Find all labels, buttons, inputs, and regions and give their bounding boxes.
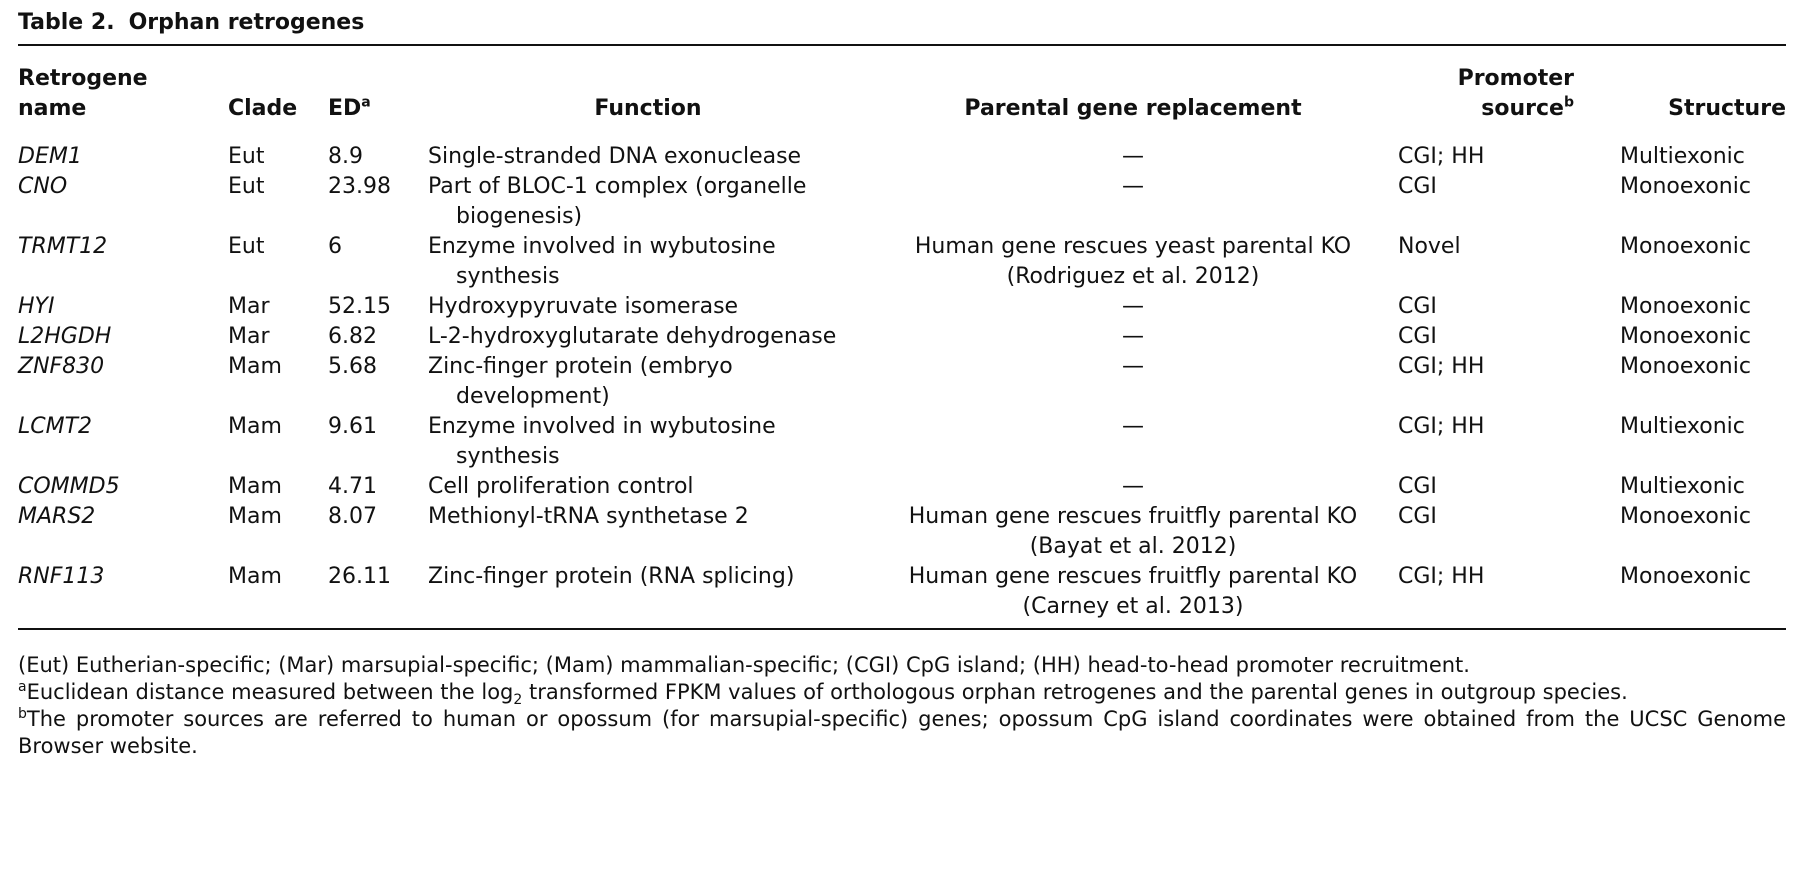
cell-clade: Mar xyxy=(228,324,270,349)
cell-clade: Mam xyxy=(228,414,282,439)
table-label: Table 2. xyxy=(18,10,115,35)
cell-promoter-source: CGI xyxy=(1398,294,1437,319)
orphan-retrogenes-table xyxy=(18,46,1794,628)
cell-parental-gene-replacement: — xyxy=(1122,324,1144,349)
cell-promoter-source: CGI xyxy=(1398,474,1437,499)
cell-function: Hydroxypyruvate isomerase xyxy=(428,294,739,319)
cell-structure: Multiexonic xyxy=(1620,144,1745,169)
cell-structure: Monoexonic xyxy=(1620,504,1751,529)
cell-ed: 52.15 xyxy=(328,294,391,319)
cell-promoter-source: CGI; HH xyxy=(1398,144,1485,169)
cell-parental-gene-replacement: — xyxy=(1122,474,1144,499)
cell-retrogene-name: DEM1 xyxy=(18,144,82,169)
footnote-b-marker: b xyxy=(18,706,27,722)
table-footnotes xyxy=(18,652,1786,760)
cell-parental-gene-replacement: Human gene rescues yeast parental KO (Rodriguez et al. 2012) xyxy=(914,234,1352,289)
cell-retrogene-name: MARS2 xyxy=(18,504,96,529)
cell-structure: Monoexonic xyxy=(1620,564,1751,589)
cell-retrogene-name: RNF113 xyxy=(18,564,105,589)
header-promoter-source: Promoter source$^b$ xyxy=(1457,66,1574,121)
promoter-footnote-marker: b xyxy=(1563,94,1574,111)
cell-promoter-source: Novel xyxy=(1398,234,1461,259)
cell-function: L-2-hydroxyglutarate dehydrogenase xyxy=(428,324,837,349)
table-title: Orphan retrogenes xyxy=(128,10,365,35)
cell-promoter-source: CGI; HH xyxy=(1398,564,1485,589)
table-row xyxy=(18,472,1794,502)
cell-parental-gene-replacement: Human gene rescues fruitfly parental KO (Bayat et al. 2012) xyxy=(908,504,1358,559)
cell-retrogene-name: HYI xyxy=(18,294,55,319)
cell-promoter-source: CGI xyxy=(1398,174,1437,199)
cell-clade: Mam xyxy=(228,564,282,589)
footnote-b: $^b$The promoter sources are referred to human or opossum (for marsupial-specific) genes; opossum CpG island coordinates were obtained from the UCSC Genome Browser website. xyxy=(18,706,1786,758)
cell-function: Zinc-finger protein (RNA splicing) xyxy=(428,564,795,589)
table-caption xyxy=(18,6,1800,44)
cell-parental-gene-replacement: Human gene rescues fruitfly parental KO (Carney et al. 2013) xyxy=(908,564,1358,619)
cell-retrogene-name: COMMD5 xyxy=(18,474,120,499)
cell-structure: Monoexonic xyxy=(1620,294,1751,319)
bottom-rule xyxy=(18,628,1786,630)
cell-function: Part of BLOC-1 complex (organelle biogenesis) xyxy=(428,174,807,229)
header-ed: $ED^a$ xyxy=(328,94,371,121)
ed-footnote-marker: a xyxy=(361,94,371,111)
cell-parental-gene-replacement: — xyxy=(1122,294,1144,319)
cell-ed: 26.11 xyxy=(328,564,391,589)
cell-ed: 6 xyxy=(328,234,342,259)
cell-structure: Monoexonic xyxy=(1620,324,1751,349)
table-row xyxy=(18,412,1794,472)
cell-clade: Mam xyxy=(228,504,282,529)
cell-structure: Monoexonic xyxy=(1620,234,1751,259)
table-row xyxy=(18,562,1794,628)
cell-ed: 23.98 xyxy=(328,174,391,199)
table-row xyxy=(18,322,1794,352)
header-clade: Clade xyxy=(228,96,298,121)
footnote-abbreviations: (Eut) Eutherian-specific; (Mar) marsupial-specific; (Mam) mammalian-specific; (CGI) CpG island; (HH) head-to-head promoter recruitment. xyxy=(18,653,1470,677)
cell-parental-gene-replacement: — xyxy=(1122,354,1144,379)
cell-clade: Eut xyxy=(228,144,265,169)
cell-clade: Eut xyxy=(228,174,265,199)
cell-clade: Mam xyxy=(228,354,282,379)
cell-structure: Multiexonic xyxy=(1620,474,1745,499)
cell-promoter-source: CGI xyxy=(1398,504,1437,529)
cell-ed: 4.71 xyxy=(328,474,377,499)
cell-clade: Eut xyxy=(228,234,265,259)
cell-retrogene-name: L2HGDH xyxy=(18,324,112,349)
table-row xyxy=(18,134,1794,172)
cell-structure: Monoexonic xyxy=(1620,354,1751,379)
cell-retrogene-name: TRMT12 xyxy=(18,234,108,259)
cell-parental-gene-replacement: — xyxy=(1122,414,1144,439)
cell-parental-gene-replacement: — xyxy=(1122,174,1144,199)
cell-structure: Monoexonic xyxy=(1620,174,1751,199)
header-row xyxy=(18,46,1794,134)
cell-function: Cell proliferation control xyxy=(428,474,694,499)
cell-promoter-source: CGI; HH xyxy=(1398,354,1485,379)
header-structure: Structure xyxy=(1668,96,1786,121)
table-body xyxy=(18,134,1794,628)
cell-promoter-source: CGI; HH xyxy=(1398,414,1485,439)
cell-ed: 9.61 xyxy=(328,414,377,439)
table-row xyxy=(18,502,1794,562)
footnote-a-marker: a xyxy=(18,679,27,695)
cell-function: Enzyme involved in wybutosine synthesis xyxy=(428,234,776,289)
cell-retrogene-name: CNO xyxy=(18,174,68,199)
cell-function: Zinc-finger protein (embryo development) xyxy=(428,354,733,409)
cell-retrogene-name: ZNF830 xyxy=(18,354,105,379)
header-function: Function xyxy=(594,96,702,121)
cell-clade: Mar xyxy=(228,294,270,319)
cell-ed: 5.68 xyxy=(328,354,377,379)
cell-function: Enzyme involved in wybutosine synthesis xyxy=(428,414,776,469)
cell-ed: 6.82 xyxy=(328,324,377,349)
cell-promoter-source: CGI xyxy=(1398,324,1437,349)
header-parental-gene-replacement: Parental gene replacement xyxy=(964,96,1302,121)
cell-function: Single-stranded DNA exonuclease xyxy=(428,144,802,169)
table-row xyxy=(18,352,1794,412)
cell-structure: Multiexonic xyxy=(1620,414,1745,439)
cell-retrogene-name: LCMT2 xyxy=(18,414,93,439)
cell-clade: Mam xyxy=(228,474,282,499)
table-row xyxy=(18,172,1794,232)
table-row xyxy=(18,232,1794,292)
cell-ed: 8.9 xyxy=(328,144,363,169)
footnote-a: $^a$Euclidean distance measured between the $\log_2$ transformed FPKM values of orthologous orphan retrogenes and the parental genes in outgroup species. xyxy=(18,679,1628,709)
table-row xyxy=(18,292,1794,322)
cell-function: Methionyl-tRNA synthetase 2 xyxy=(428,504,749,529)
cell-parental-gene-replacement: — xyxy=(1122,144,1144,169)
cell-ed: 8.07 xyxy=(328,504,377,529)
table-header xyxy=(18,46,1794,134)
header-retrogene-name: Retrogene name xyxy=(18,66,148,121)
